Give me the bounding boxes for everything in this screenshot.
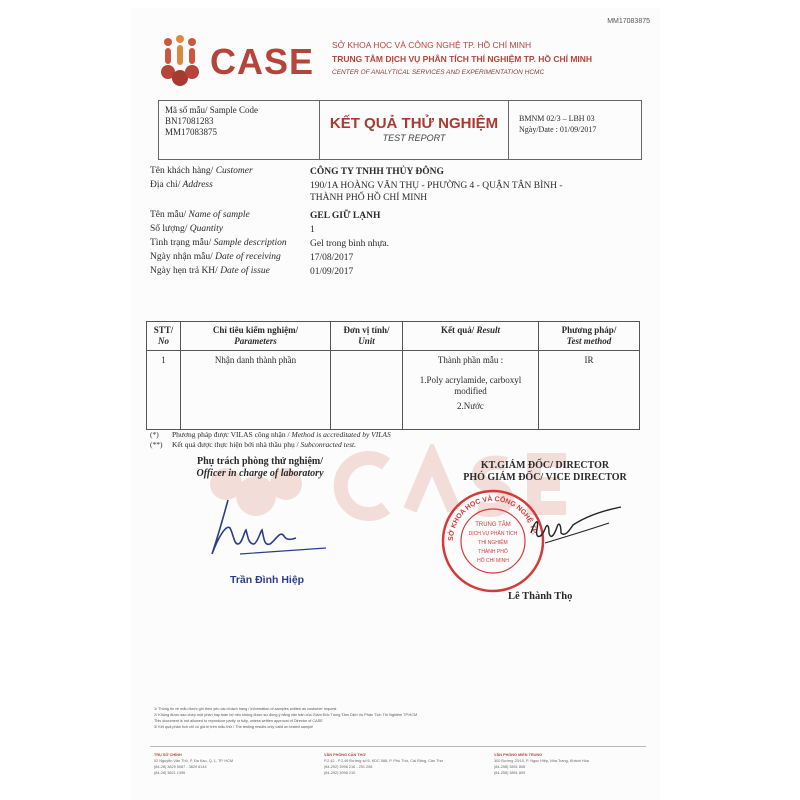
director-name: Lê Thành Thọ xyxy=(508,591,573,602)
stamp-center-5: HỒ CHÍ MINH xyxy=(477,558,509,564)
result-line-1: Thành phần mẫu : xyxy=(437,355,504,365)
report-date: Ngày/Date : 01/09/2017 xyxy=(519,125,597,134)
customer-label-en: Customer xyxy=(213,166,253,176)
address-line-1: 190/1A HOÀNG VĂN THỤ - PHƯỜNG 4 - QUẬN TÂN BÌNH - xyxy=(310,181,563,191)
table-row xyxy=(147,351,640,430)
report-title-box xyxy=(158,100,642,160)
sample-code-2: MM17083875 xyxy=(165,127,218,137)
info-row-customer xyxy=(150,166,650,178)
results-table xyxy=(146,321,640,430)
form-code: BMNM 02/3 – LBH 03 xyxy=(519,114,595,123)
header-stt: STT/ No xyxy=(147,322,181,351)
stamp-center-1: TRUNG TÂM xyxy=(475,522,511,528)
footer-note-3: This document is not allowed to reproduce partly or fully, unless written approval of Director of CASE xyxy=(154,719,323,723)
office-addresses xyxy=(154,752,644,776)
director-title-2: PHÓ GIÁM ĐỐC/ VICE DIRECTOR xyxy=(463,472,627,483)
officer-signature-icon xyxy=(200,478,330,563)
sample-code-1: BN17081283 xyxy=(165,116,214,126)
brand-name: CASE xyxy=(210,41,315,82)
officer-name: Trần Đình Hiệp xyxy=(230,574,305,586)
footer-notes xyxy=(154,706,644,730)
received-label: Ngày nhận mẫu/ xyxy=(150,252,213,262)
note-vilas: (*) Phương pháp được VILAS công nhận / Method is accreditated by VILAS xyxy=(150,430,391,439)
sample-code-label: Mã số mẫu/ Sample Code xyxy=(165,105,258,115)
address-value xyxy=(310,180,650,204)
org-line-1: SỞ KHOA HỌC VÀ CÔNG NGHỆ TP. HỒ CHÍ MINH xyxy=(332,40,532,50)
condition-value: Gel trong bình nhựa. xyxy=(310,239,390,249)
sample-name-label: Tên mẫu/ xyxy=(150,210,187,220)
director-title xyxy=(430,460,660,484)
organization-block xyxy=(332,40,592,76)
note-subcontract: (**) Kết quả được thực hiện bởi nhà thầu phụ / Subconracted test. xyxy=(150,440,356,449)
director-signature-icon xyxy=(525,503,625,563)
officer-title xyxy=(180,456,340,480)
sample-code-cell xyxy=(159,101,320,159)
office-can-tho: VĂN PHÒNG CẦN THƠ P.2.42 - P.2.46 Đường số 6, KDC 586, P. Phú Thứ, Cái Răng, Cần Thơ (84-292) 3998 216 - 251 208 (84-292) 3998 210 xyxy=(324,753,444,775)
office-central: VĂN PHÒNG MIỀN TRUNG 300 Đường 23/10, P. Ngọc Hiệp, Nha Trang, Khánh Hòa (84-258) 3891 808 (84-258) 3891 809 xyxy=(494,753,589,775)
info-row-condition xyxy=(150,238,650,250)
quantity-value: 1 xyxy=(310,225,315,235)
office-headquarters: TRỤ SỞ CHÍNH 02 Nguyễn Văn Thủ, P. Đa Kao, Q. 1, TP. HCM (84-28) 3829 5087 - 3829 6144 (84-28) 3821 1396 xyxy=(154,753,234,775)
issue-value: 01/09/2017 xyxy=(310,267,354,277)
result-line-2: 1.Poly acrylamide, carboxyl modified xyxy=(419,375,522,396)
sample-name-value: GEL GIỮ LẠNH xyxy=(310,211,381,221)
stamp-center-4: THÀNH PHỐ xyxy=(478,549,508,555)
stamp-center-3: THÍ NGHIỆM xyxy=(478,540,508,546)
case-logo-icon xyxy=(156,34,204,90)
cell-unit xyxy=(331,351,403,430)
org-line-3: CENTER OF ANALYTICAL SERVICES AND EXPERIMENTATION HCMC xyxy=(332,69,545,76)
footer-divider xyxy=(150,746,646,747)
info-row-issue xyxy=(150,266,650,278)
quantity-label-en: Quantity xyxy=(187,224,223,234)
footer-note-4: 3/ Kết quả phân tích chỉ có giá trị trên mẫu thử / The testing results only valid on tested sample xyxy=(154,725,314,729)
address-line-2: THÀNH PHỐ HỒ CHÍ MINH xyxy=(310,193,428,203)
received-value: 17/08/2017 xyxy=(310,253,354,263)
customer-value: CÔNG TY TNHH THỦY ĐÔNG xyxy=(310,167,444,177)
director-title-1: KT.GIÁM ĐỐC/ DIRECTOR xyxy=(480,460,610,471)
table-header-row xyxy=(147,322,640,351)
info-row-address xyxy=(150,180,650,204)
info-row-quantity xyxy=(150,224,650,236)
info-row-received xyxy=(150,252,650,264)
officer-title-vi: Phụ trách phòng thử nghiệm/ xyxy=(196,456,324,467)
cell-parameter: Nhận danh thành phần xyxy=(181,351,331,430)
quantity-label: Số lượng/ xyxy=(150,224,188,234)
header-unit: Đơn vị tính/ Unit xyxy=(331,322,403,351)
condition-label-en: Sample description xyxy=(211,238,287,248)
notes-block xyxy=(150,430,391,450)
header-parameters: Chỉ tiêu kiểm nghiệm/ Parameters xyxy=(181,322,331,351)
reference-code: MM17083875 xyxy=(607,18,650,25)
report-title-cell xyxy=(320,101,509,159)
cell-result xyxy=(403,351,539,430)
header-result: Kết quả/ Result xyxy=(403,322,539,351)
sample-info xyxy=(150,166,650,280)
form-code-cell xyxy=(509,101,641,159)
result-line-3: 2.Nước xyxy=(457,401,484,411)
test-report-page xyxy=(130,8,660,800)
issue-label-en: Date of issue xyxy=(217,266,270,276)
info-row-sample-name xyxy=(150,210,650,222)
sample-name-label-en: Name of sample xyxy=(186,210,250,220)
received-label-en: Date of receiving xyxy=(212,252,281,262)
org-line-2: TRUNG TÂM DỊCH VỤ PHÂN TÍCH THÍ NGHIỆM TP. HỒ CHÍ MINH xyxy=(332,54,593,64)
customer-label: Tên khách hàng/ xyxy=(150,166,214,176)
address-label: Địa chỉ/ xyxy=(150,180,181,190)
footer-note-1: 1/ Thông tin về mẫu được ghi theo yêu cầu khách hàng / Information of samples written as customer request xyxy=(154,707,337,711)
officer-title-en: Officer in charge of laboratory xyxy=(196,468,324,479)
header-method: Phương pháp/ Test method xyxy=(539,322,640,351)
cell-stt: 1 xyxy=(147,351,181,430)
stamp-center-2: DỊCH VỤ PHÂN TÍCH xyxy=(468,531,518,537)
cell-method: IR xyxy=(539,351,640,430)
issue-label: Ngày hẹn trả KH/ xyxy=(150,266,218,276)
report-title: KẾT QUẢ THỬ NGHIỆM xyxy=(329,115,499,132)
stamp-outer-text: SỞ KHOA HỌC VÀ CÔNG NGHỆ TP. xyxy=(447,495,538,542)
footer-note-2: 2/ Không được sao chép một phần hay toàn bộ nếu không được sự đồng ý bằng văn bản của Giám Đốc Trung Tâm Dịch Vụ Phân Tích Thí Nghiệm TP.HCM xyxy=(154,713,418,717)
report-title-en: TEST REPORT xyxy=(382,133,446,143)
condition-label: Tình trạng mẫu/ xyxy=(150,238,212,248)
address-label-en: Address xyxy=(180,180,213,190)
